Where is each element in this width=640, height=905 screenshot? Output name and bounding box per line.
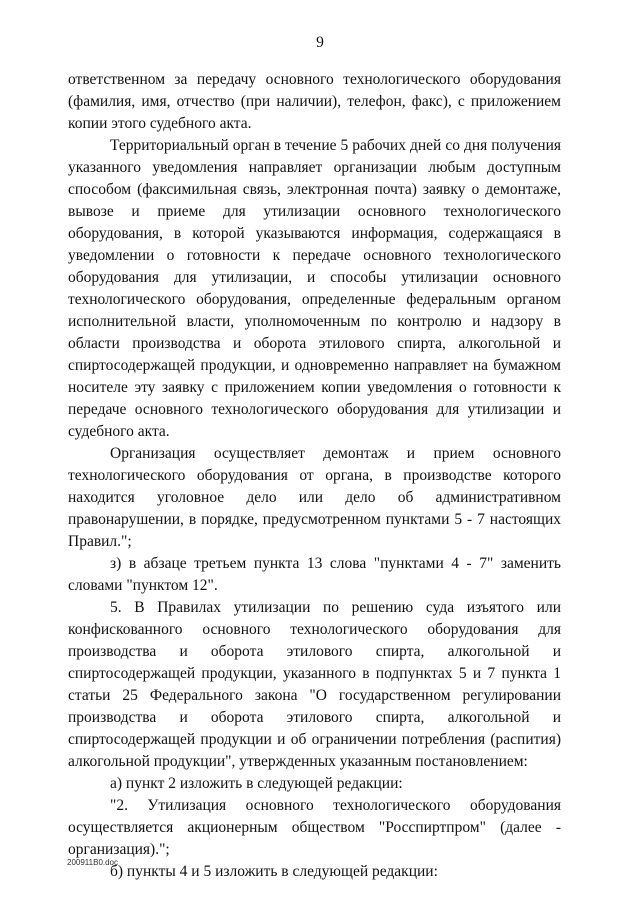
paragraph: а) пункт 2 изложить в следующей редакции: — [110, 775, 403, 792]
paragraph: "2. Утилизация основного технологического оборудования осуществляется акционерным обществом "Росспиртпром" (далее - организация)."; — [68, 797, 561, 858]
document-body — [68, 69, 561, 883]
paragraph: ответственном за передачу основного технологического оборудования (фамилия, имя, отчество (при наличии), телефон, факс), с приложением копии этого судебного акта. — [68, 71, 561, 132]
footer-filename: 200911B0.doc — [67, 858, 119, 867]
paragraph: Организация осуществляет демонтаж и прием основного технологического оборудования от органа, в производстве которого находится уголовное дело или дело об административном правонарушении, в порядке, предусмотренном пунктами 5 - 7 настоящих Правил."; — [68, 445, 561, 550]
paragraph: 5. В Правилах утилизации по решению суда изъятого или конфискованного основного технологического оборудования для производства и оборота этилового спирта, алкогольной и спиртосодержащей продукции, указанного в подпунктах 5 и 7 пункта 1 статьи 25 Федерального закона "О государственном регулировании производства и оборота этилового спирта, алкогольной и спиртосодержащей продукции и об ограничении потребления (распития) алкогольной продукции", утвержденных указанным постановлением: — [68, 599, 561, 770]
paragraph: б) пункты 4 и 5 изложить в следующей редакции: — [110, 863, 438, 880]
paragraph: з) в абзаце третьем пункта 13 слова "пунктами 4 - 7" заменить словами "пунктом 12". — [68, 555, 561, 594]
page-number: 9 — [316, 34, 324, 51]
paragraph: Территориальный орган в течение 5 рабочих дней со дня получения указанного уведомления направляет организации любым доступным способом (факсимильная связь, электронная почта) заявку о демонтаже, вывозе и приеме для утилизации основного технологического оборудования, в которой указываются информация, содержащаяся в уведомлении о готовности к передаче основного технологического оборудования для утилизации, и способы утилизации основного технологического оборудования, определенные федеральным органом исполнительной власти, уполномоченным по контролю и надзору в области производства и оборота этилового спирта, алкогольной и спиртосодержащей продукции, и одновременно направляет на бумажном носителе эту заявку с приложением копии уведомления о готовности к передаче основного технологического оборудования для утилизации и судебного акта. — [68, 137, 561, 440]
